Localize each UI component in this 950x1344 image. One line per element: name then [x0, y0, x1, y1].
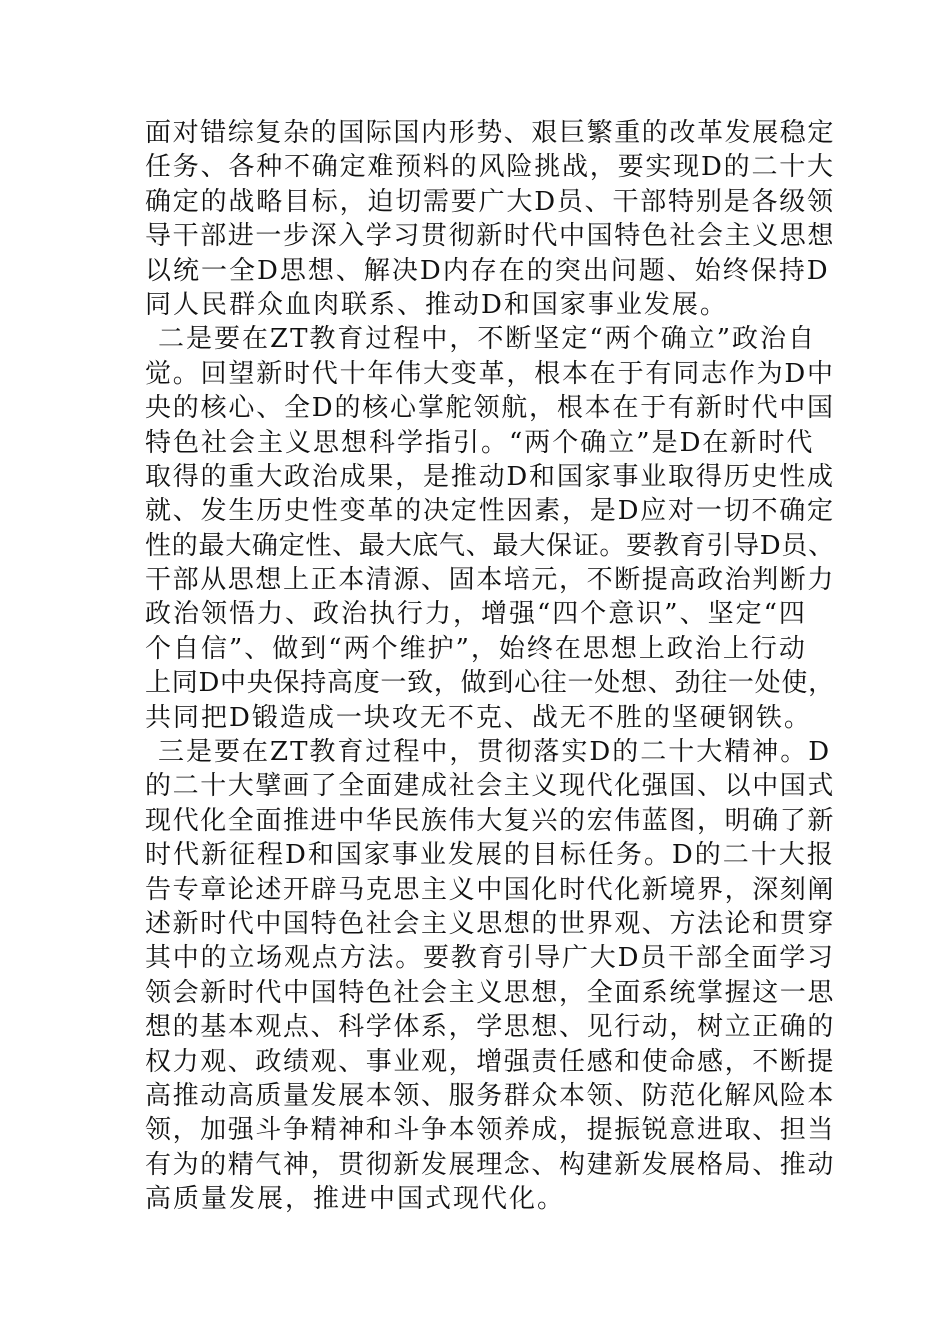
text-line: 共同把D锻造成一块攻无不克、战无不胜的坚硬钢铁。: [145, 702, 812, 733]
text-line: 个自信”、做到“两个维护”，始终在思想上政治上行动: [145, 633, 807, 664]
text-line: 同人民群众血肉联系、推动D和国家事业发展。: [145, 289, 728, 320]
paragraph-3: [145, 735, 836, 1216]
text-line: 央的核心、全D的核心掌舵领航，根本在于有新时代中国: [145, 393, 835, 424]
text-line: 高质量发展，推进中国式现代化。: [145, 1184, 566, 1215]
text-line: 的二十大擘画了全面建成社会主义现代化强国、以中国式: [145, 771, 836, 802]
text-line: 现代化全面推进中华民族伟大复兴的宏伟蓝图，明确了新: [145, 805, 836, 836]
text-line: 取得的重大政治成果，是推动D和国家事业取得历史性成: [145, 461, 835, 492]
document-body: [145, 116, 836, 1217]
text-line: 告专章论述开辟马克思主义中国化时代化新境界，深刻阐: [145, 874, 836, 905]
text-line: 其中的立场观点方法。要教育引导广大D员干部全面学习: [145, 943, 835, 974]
paragraph-1: [145, 116, 836, 322]
text-line: 以统一全D思想、解决D内存在的突出问题、始终保持D: [145, 255, 830, 286]
text-line: 性的最大确定性、最大底气、最大保证。要教育引导D员、: [145, 530, 835, 561]
text-line: 述新时代中国特色社会主义思想的世界观、方法论和贯穿: [145, 908, 836, 939]
text-line: 想的基本观点、科学体系，学思想、见行动，树立正确的: [145, 1012, 836, 1043]
text-line: 时代新征程D和国家事业发展的目标任务。D的二十大报: [145, 840, 835, 871]
text-line: 权力观、政绩观、事业观，增强责任感和使命感，不断提: [145, 1046, 836, 1077]
text-line: 就、发生历史性变革的决定性因素，是D应对一切不确定: [145, 496, 835, 527]
text-line: 导干部进一步深入学习贯彻新时代中国特色社会主义思想: [145, 221, 836, 252]
text-line: 任务、各种不确定难预料的风险挑战，要实现D的二十大: [145, 152, 835, 183]
text-line: 高推动高质量发展本领、服务群众本领、防范化解风险本: [145, 1080, 836, 1111]
text-line: 上同D中央保持高度一致，做到心往一处想、劲往一处使，: [145, 668, 835, 699]
text-line: 领，加强斗争精神和斗争本领养成，提振锐意进取、担当: [145, 1115, 836, 1146]
text-line: 领会新时代中国特色社会主义思想，全面系统掌握这一思: [145, 977, 836, 1008]
text-line: 觉。回望新时代十年伟大变革，根本在于有同志作为D中: [145, 358, 835, 389]
text-line: 确定的战略目标，迫切需要广大D员、干部特别是各级领: [145, 186, 835, 217]
text-line: 特色社会主义思想科学指引。“两个确立”是D在新时代: [145, 427, 815, 458]
text-line: 三是要在ZT教育过程中，贯彻落实D的二十大精神。D: [158, 737, 832, 768]
text-line: 政治领悟力、政治执行力，增强“四个意识”、坚定“四: [145, 599, 807, 630]
text-line: 有为的精气神，贯彻新发展理念、构建新发展格局、推动: [145, 1149, 836, 1180]
text-line: 干部从思想上正本清源、固本培元，不断提高政治判断力: [145, 565, 836, 596]
text-line: 面对错综复杂的国际国内形势、艰巨繁重的改革发展稳定: [145, 118, 836, 148]
paragraph-2: [145, 322, 836, 735]
text-line: 二是要在ZT教育过程中，不断坚定“两个确立”政治自: [158, 324, 816, 355]
